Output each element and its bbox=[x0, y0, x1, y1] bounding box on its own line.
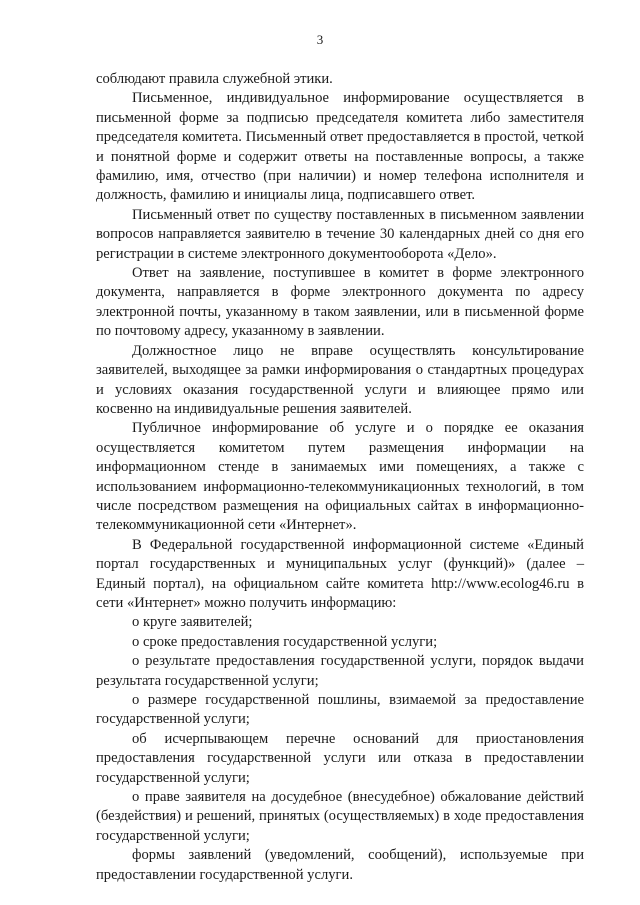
paragraph-electronic-answer: Ответ на заявление, поступившее в комитет в форме электронного документа, направляется в форме электронного документа по адресу электронной почты, указанному в таком заявлении, или в письменной форме по почтовому адресу, указанному в заявлении. bbox=[96, 265, 584, 340]
list-item-service-result: о результате предоставления государственной услуги, порядок выдачи результата государственной услуги; bbox=[96, 653, 584, 689]
paragraph-continuation: соблюдают правила служебной этики. bbox=[96, 71, 333, 87]
paragraph-written-informing: Письменное, индивидуальное информирование осуществляется в письменной форме за подписью председателя комитета либо заместителя председателя комитета. Письменный ответ предоставляется в простой, четкой и понятной форме и содержит ответы на поставленные вопросы, а также фамилию, имя, отчество (при наличии) и номер телефона исполнителя и должность, фамилию и инициалы лица, подписавшего ответ. bbox=[96, 90, 584, 204]
paragraph-public-informing: Публичное информирование об услуге и о порядке ее оказания осуществляется комитетом путем размещения информации на информационном стенде в занимаемых ими помещениях, а также с использованием информационно-телекоммуникационных технологий, в том числе посредством размещения на официальных сайтах в информационно-телекоммуникационной сети «Интернет». bbox=[96, 420, 584, 534]
list-item-application-forms: формы заявлений (уведомлений, сообщений), используемые при предоставлении государственной услуги. bbox=[96, 847, 584, 883]
paragraph-official-restriction: Должностное лицо не вправе осуществлять консультирование заявителей, выходящее за рамки информирования о стандартных процедурах и условиях оказания государственной услуги и влияющее прямо или косвенно на индивидуальные решения заявителей. bbox=[96, 342, 584, 417]
list-item-appeal-right: о праве заявителя на досудебное (внесудебное) обжалование действий (бездействия) и решений, принятых (осуществляемых) в ходе предоставления государственной услуги; bbox=[96, 789, 584, 844]
paragraph-unified-portal: В Федеральной государственной информационной системе «Единый портал государственных и муниципальных услуг (функций)» (далее – Единый портал), на официальном сайте комитета http://www.ecolog46.ru в сети «Интернет» можно получить информацию: bbox=[96, 536, 584, 611]
page-number: 3 bbox=[316, 32, 324, 47]
list-item-refusal-grounds: об исчерпывающем перечне оснований для приостановления предоставления государственной услуги или отказа в предоставлении государственной услуги; bbox=[96, 730, 584, 786]
document-body bbox=[96, 70, 584, 885]
paragraph-written-answer-term: Письменный ответ по существу поставленных в письменном заявлении вопросов направляется заявителю в течение 30 календарных дней со дня его регистрации в системе электронного документооборота «Дело». bbox=[96, 206, 584, 262]
list-item-service-term: о сроке предоставления государственной услуги; bbox=[132, 633, 438, 650]
list-item-state-fee: о размере государственной пошлины, взимаемой за предоставление государственной услуги; bbox=[96, 692, 584, 728]
list-item-applicants: о круге заявителей; bbox=[132, 614, 253, 631]
